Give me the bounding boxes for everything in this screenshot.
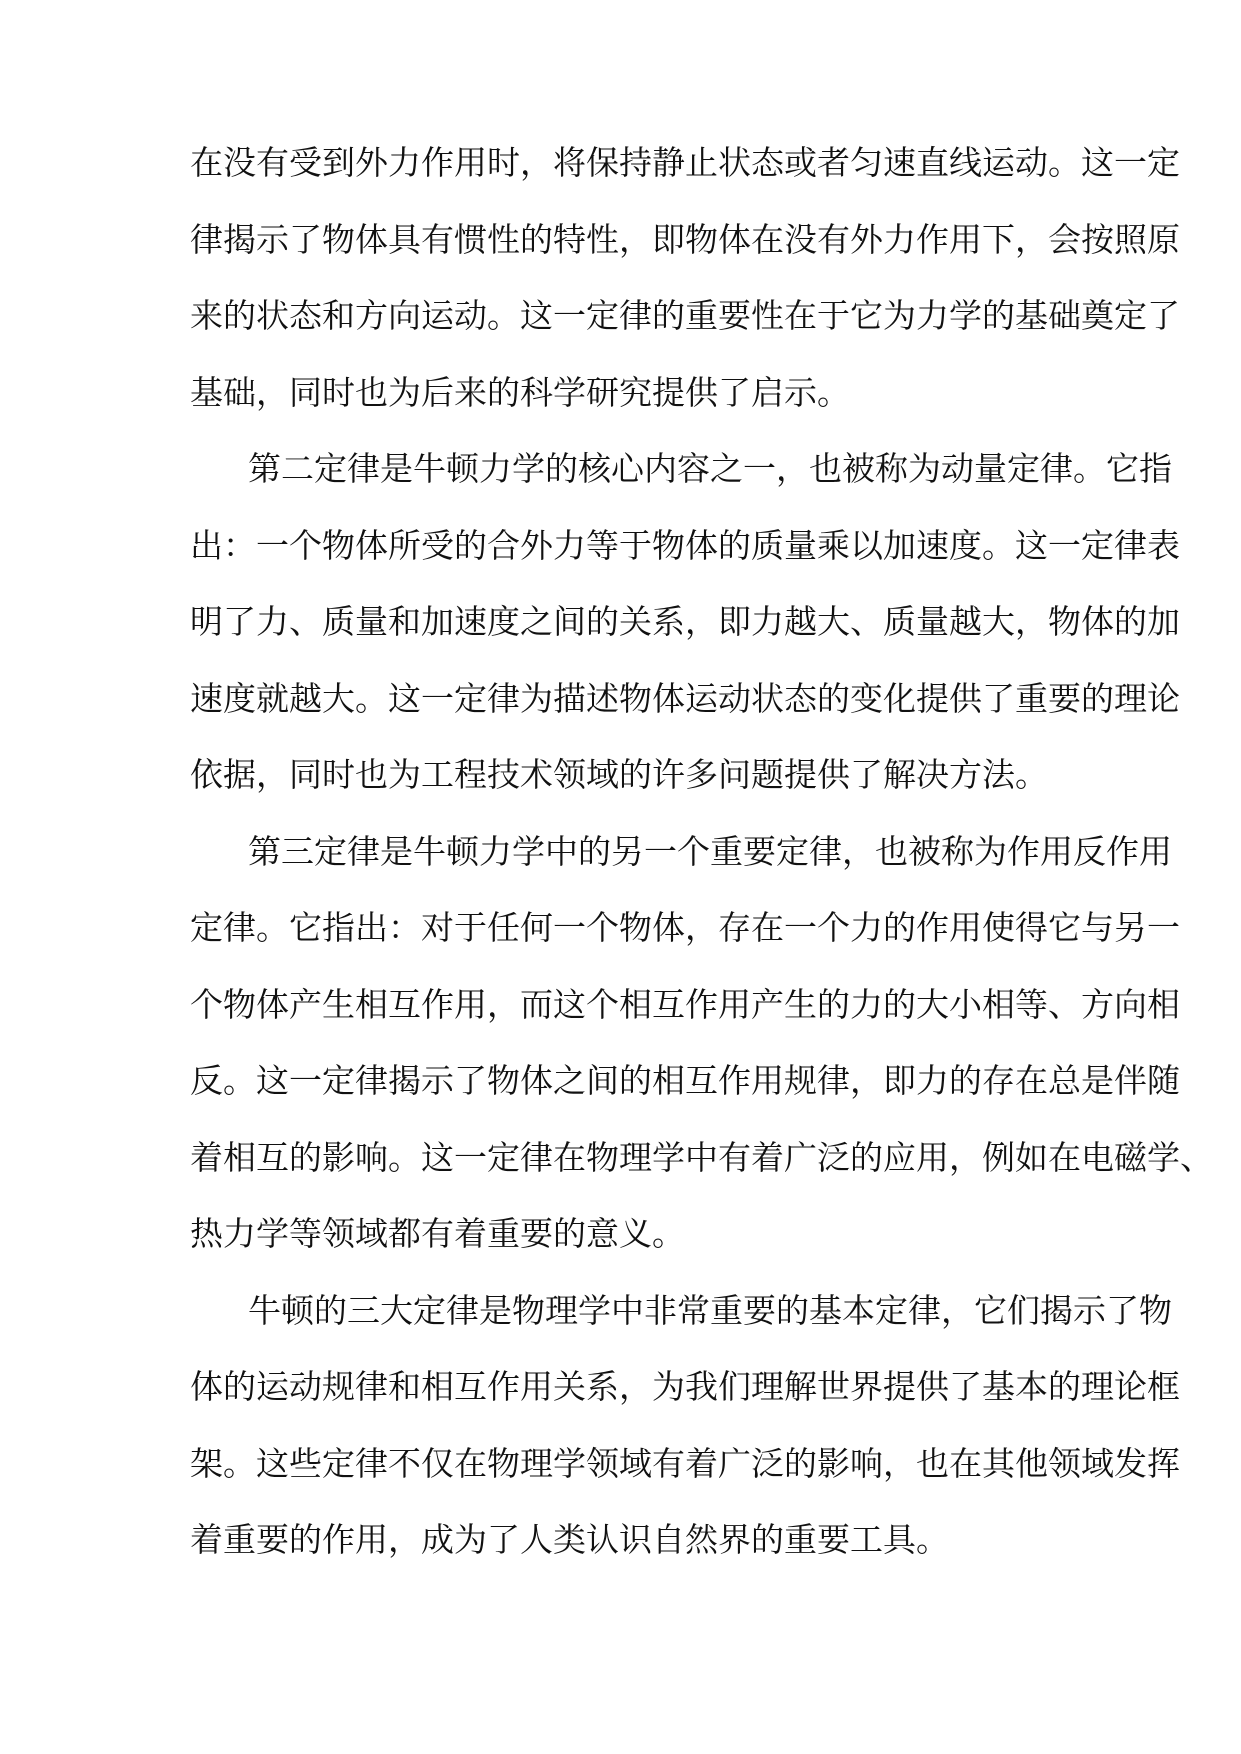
paragraph-line: 出：一个物体所受的合外力等于物体的质量乘以加速度。这一定律表 xyxy=(190,525,1180,565)
paragraph-line: 第三定律是牛顿力学中的另一个重要定律，也被称为作用反作用 xyxy=(248,831,1172,871)
paragraph-line: 架。这些定律不仅在物理学领域有着广泛的影响，也在其他领域发挥 xyxy=(190,1443,1180,1483)
paragraph-line: 牛顿的三大定律是物理学中非常重要的基本定律，它们揭示了物 xyxy=(248,1290,1172,1330)
paragraph-line: 定律。它指出：对于任何一个物体，存在一个力的作用使得它与另一 xyxy=(190,908,1180,947)
paragraph-line: 体的运动规律和相互作用关系，为我们理解世界提供了基本的理论框 xyxy=(190,1367,1180,1406)
paragraph-line: 明了力、质量和加速度之间的关系，即力越大、质量越大，物体的加 xyxy=(190,602,1180,641)
paragraph-1 xyxy=(190,138,1180,444)
paragraph-3 xyxy=(190,827,1213,1286)
paragraph-2 xyxy=(190,444,1180,827)
paragraph-line: 着重要的作用，成为了人类认识自然界的重要工具。 xyxy=(190,1520,949,1559)
paragraph-line: 来的状态和方向运动。这一定律的重要性在于它为力学的基础奠定了 xyxy=(190,296,1180,335)
paragraph-line: 着相互的影响。这一定律在物理学中有着广泛的应用，例如在电磁学、 xyxy=(190,1137,1213,1177)
paragraph-line: 在没有受到外力作用时，将保持静止状态或者匀速直线运动。这一定 xyxy=(190,143,1180,182)
paragraph-line: 反。这一定律揭示了物体之间的相互作用规律，即力的存在总是伴随 xyxy=(190,1061,1180,1100)
paragraph-line: 热力学等领域都有着重要的意义。 xyxy=(190,1214,685,1253)
paragraph-line: 速度就越大。这一定律为描述物体运动状态的变化提供了重要的理论 xyxy=(190,678,1180,718)
paragraph-line: 个物体产生相互作用，而这个相互作用产生的力的大小相等、方向相 xyxy=(190,984,1180,1024)
paragraph-4 xyxy=(190,1286,1180,1592)
paragraph-line: 依据，同时也为工程技术领域的许多问题提供了解决方法。 xyxy=(190,755,1048,794)
paragraph-line: 基础，同时也为后来的科学研究提供了启示。 xyxy=(190,372,850,412)
body-text xyxy=(190,138,1213,1592)
paragraph-line: 第二定律是牛顿力学的核心内容之一，也被称为动量定律。它指 xyxy=(248,449,1172,488)
paragraph-line: 律揭示了物体具有惯性的特性，即物体在没有外力作用下，会按照原 xyxy=(190,219,1180,259)
